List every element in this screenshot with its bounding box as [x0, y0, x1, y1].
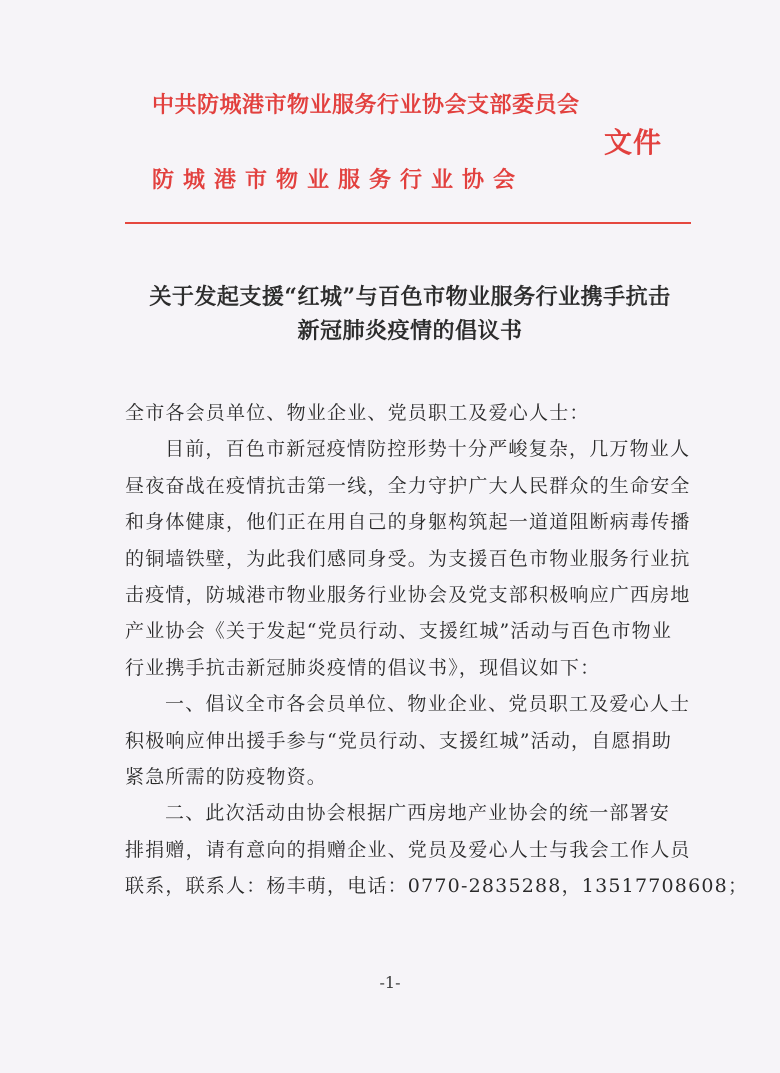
paragraph-background [125, 431, 697, 686]
paragraph-line: 昼夜奋战在疫情抗击第一线，全力守护广大人民群众的生命安全 [125, 474, 691, 497]
paragraph-line: 积极响应伸出援手参与“党员行动、支援红城”活动，自愿捐助 [125, 729, 673, 752]
paragraph-item-1 [125, 686, 697, 795]
document-title-line-1: 关于发起支援“红城”与百色市物业服务行业携手抗击 [149, 284, 671, 310]
page-number: -1- [379, 973, 401, 992]
paragraph-line: 行业携手抗击新冠肺炎疫情的倡议书》，现倡议如下： [125, 656, 601, 679]
paragraph-line: 二、此次活动由协会根据广西房地产业协会的统一部署安 [165, 802, 671, 825]
paragraph-line: 排捐赠，请有意向的捐赠企业、党员及爱心人士与我会工作人员 [125, 838, 691, 861]
paragraph-line: 的铜墙铁壁，为此我们感同身受。为支援百色市物业服务行业抗 [125, 547, 691, 570]
issuing-org-association: 防城港市物业服务行业协会 [152, 168, 525, 193]
paragraph-line: 产业协会《关于发起“党员行动、支援红城”活动与百色市物业 [125, 620, 673, 643]
paragraph-line: 目前，百色市新冠疫情防控形势十分严峻复杂，几万物业人 [165, 438, 691, 461]
paragraph-item-2 [125, 795, 749, 904]
paragraph-line: 联系，联系人：杨丰萌，电话：0770-2835288，13517708608； [125, 875, 749, 898]
issuing-org-party-branch: 中共防城港市物业服务行业协会支部委员会 [152, 93, 580, 118]
document-title-line-2: 新冠肺炎疫情的倡议书 [297, 318, 523, 344]
paragraph-line: 一、倡议全市各会员单位、物业企业、党员职工及爱心人士 [165, 693, 691, 716]
document-type-label: 文件 [604, 126, 663, 159]
paragraph-line: 紧急所需的防疫物资。 [125, 765, 328, 788]
document-body [125, 395, 749, 904]
paragraph-line: 和身体健康，他们正在用自己的身躯构筑起一道道阻断病毒传播 [125, 511, 691, 534]
header-red-divider [125, 222, 691, 224]
salutation: 全市各会员单位、物业企业、党员职工及爱心人士： [125, 402, 590, 424]
paragraph-line: 击疫情，防城港市物业服务行业协会及党支部积极响应广西房地 [125, 583, 691, 606]
